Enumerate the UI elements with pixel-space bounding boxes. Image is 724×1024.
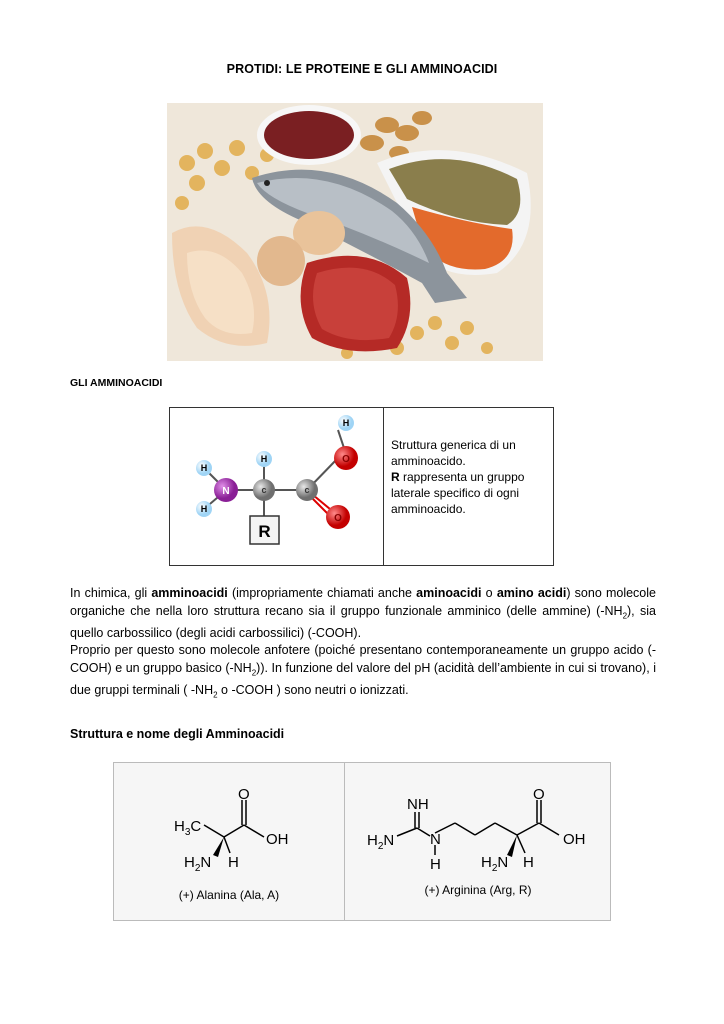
- arginina-nh: NH: [407, 796, 429, 813]
- atom-label-h: H: [200, 504, 208, 514]
- arginina-h-bottom: H: [430, 856, 441, 873]
- generic-amino-acid-molecule: [170, 408, 384, 565]
- arginina-o: O: [533, 786, 545, 803]
- atom-label-o: O: [342, 454, 350, 465]
- atom-label-h: H: [260, 454, 268, 464]
- svg-text:H3C: $H_3C$: [174, 818, 202, 838]
- arginina-oh: OH: [563, 831, 586, 848]
- atom-label-o: O: [334, 513, 342, 524]
- alanina-o: O: [238, 786, 250, 803]
- alanina-h: H: [228, 854, 239, 871]
- page-title: PROTIDI: LE PROTEINE E GLI AMMINOACIDI: [226, 62, 498, 76]
- paragraph-definition: In chimica, gli amminoacidi (impropriamente chiamati anche aminoacidi o amino acidi) sono molecole organiche che nella loro struttura recano sia il gruppo funzionale amminico (delle ammine) $(-NH_2)$, sia quello carbossilico (degli acidi carbossilici) (-COOH). Proprio per questo sono molecole anfotere (poiché presentano contemporaneamente un gruppo acido (-COOH) e un gruppo basico $(-NH_2)$). In funzione del valore del pH (acidità dell’ambiente in cui si trovano), i due gruppi terminali ( $-NH_2$ o -COOH ) sono neutri o ionizzati.: [70, 586, 656, 699]
- caption-line-1: Struttura generica di un amminoacido.: [391, 438, 516, 468]
- section-heading-struttura: Struttura e nome degli Amminoacidi: [70, 727, 285, 741]
- alanina-caption: (+) Alanina (Ala, A): [178, 888, 280, 902]
- caption-r-bold: R: [391, 470, 400, 484]
- molecule-diagram: [170, 408, 383, 565]
- atom-label-h: H: [200, 463, 208, 473]
- arginina-h: H: [523, 854, 534, 871]
- atom-label-n: N: [222, 486, 230, 497]
- arginina-cell: [344, 763, 611, 920]
- amino-acid-table: [113, 762, 611, 921]
- alanina-oh: OH: [266, 831, 289, 848]
- section-heading-amminoacidi: GLI AMMINOACIDI: [70, 377, 163, 389]
- protein-food-photo: [167, 103, 543, 361]
- protein-food-illustration: [167, 103, 543, 361]
- arginina-caption: (+) Arginina (Arg, R): [424, 883, 532, 897]
- svg-text:H2N: $H_2N$: [481, 854, 509, 874]
- svg-text:H2N: $H_2N$: [367, 832, 395, 852]
- atom-label-h: H: [342, 418, 350, 428]
- alanina-cell: [114, 763, 344, 920]
- atom-label-c: c: [304, 485, 310, 495]
- svg-text:H2N: $H_2N$: [184, 854, 212, 874]
- generic-amino-acid-box: [169, 407, 554, 566]
- molecule-caption: [384, 408, 553, 565]
- atom-label-c: c: [261, 485, 267, 495]
- caption-line-2: rappresenta un gruppo laterale specifico di ogni amminoacido.: [391, 470, 525, 516]
- r-group-label: R: [258, 522, 271, 541]
- arginina-n: N: [430, 831, 441, 848]
